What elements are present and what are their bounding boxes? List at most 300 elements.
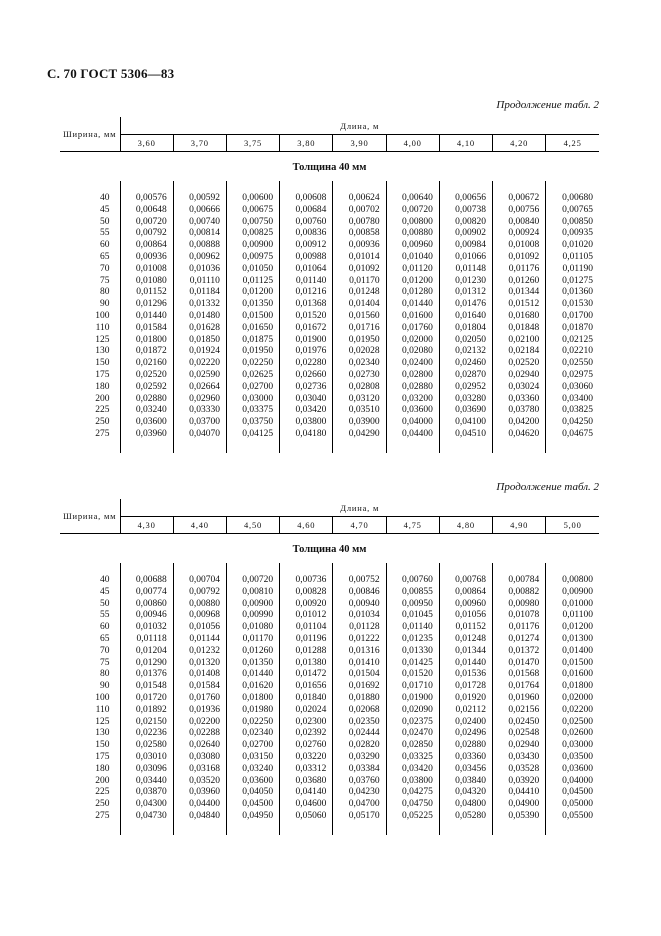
length-column-header: 3,75 [226, 135, 279, 152]
table-row [60, 382, 599, 394]
volume-value: 0,01500 [546, 658, 599, 670]
volume-value: 0,01870 [546, 323, 599, 335]
volume-value: 0,03800 [386, 776, 439, 788]
volume-value: 0,00810 [226, 587, 279, 599]
volume-value: 0,01760 [386, 323, 439, 335]
volume-value: 0,01872 [135, 346, 167, 357]
volume-value: 0,01320 [173, 658, 226, 670]
length-column-header: 4,30 [120, 517, 173, 534]
table-row [60, 705, 599, 717]
volume-value: 0,02496 [439, 728, 492, 740]
volume-value: 0,01560 [333, 311, 386, 323]
volume-value: 0,04100 [439, 417, 492, 429]
table-row [60, 228, 599, 240]
volume-value: 0,00880 [173, 599, 226, 611]
volume-value: 0,01650 [226, 323, 279, 335]
table-row [60, 205, 599, 217]
volume-value: 0,01036 [173, 264, 226, 276]
volume-value: 0,01936 [173, 705, 226, 717]
volume-value: 0,02150 [135, 716, 167, 727]
volume-value: 0,02080 [386, 346, 439, 358]
width-value: 110 [60, 705, 120, 717]
volume-value: 0,01222 [333, 634, 386, 646]
volume-value: 0,01512 [493, 299, 546, 311]
volume-value: 0,00946 [135, 610, 167, 621]
volume-value: 0,00576 [135, 193, 167, 203]
volume-value: 0,00935 [546, 228, 599, 240]
volume-value: 0,01008 [135, 263, 167, 274]
volume-value: 0,00936 [135, 251, 167, 262]
volume-value: 0,01440 [386, 299, 439, 311]
width-value: 70 [60, 646, 120, 658]
volume-value: 0,01530 [546, 299, 599, 311]
width-value: 60 [60, 622, 120, 634]
length-column-header: 3,60 [120, 135, 173, 152]
volume-value: 0,04510 [439, 429, 492, 441]
volume-value: 0,03150 [226, 752, 279, 764]
volume-value: 0,02940 [493, 370, 546, 382]
volume-value: 0,01280 [386, 287, 439, 299]
volume-value: 0,01960 [493, 693, 546, 705]
volume-value: 0,04600 [280, 799, 333, 811]
volume-value: 0,02125 [546, 335, 599, 347]
length-column-header: 4,75 [386, 517, 439, 534]
volume-value: 0,03240 [135, 405, 167, 416]
volume-value: 0,01330 [386, 646, 439, 658]
volume-value: 0,03080 [173, 752, 226, 764]
volume-value: 0,01600 [546, 669, 599, 681]
volume-value: 0,03120 [333, 394, 386, 406]
volume-value: 0,02664 [173, 382, 226, 394]
length-column-header: 4,40 [173, 517, 226, 534]
volume-value: 0,00720 [226, 575, 279, 587]
volume-value: 0,01235 [386, 634, 439, 646]
volume-value: 0,04230 [333, 787, 386, 799]
volume-value: 0,03800 [280, 417, 333, 429]
volume-value: 0,01200 [386, 276, 439, 288]
volume-value: 0,00704 [173, 575, 226, 587]
volume-value: 0,04750 [386, 799, 439, 811]
volume-value: 0,01288 [280, 646, 333, 658]
volume-value: 0,00825 [226, 228, 279, 240]
volume-value: 0,01640 [439, 311, 492, 323]
volume-value: 0,01470 [493, 658, 546, 670]
volume-value: 0,00768 [439, 575, 492, 587]
volume-value: 0,00840 [493, 217, 546, 229]
width-value: 45 [60, 587, 120, 599]
volume-value: 0,03680 [280, 776, 333, 788]
volume-value: 0,03000 [546, 740, 599, 752]
volume-value: 0,01924 [173, 346, 226, 358]
volume-value: 0,04200 [493, 417, 546, 429]
volume-value: 0,02590 [173, 370, 226, 382]
volume-value: 0,04800 [439, 799, 492, 811]
width-header: Ширина, мм [60, 499, 120, 534]
volume-value: 0,01892 [135, 704, 167, 715]
volume-value: 0,03430 [493, 752, 546, 764]
width-value: 60 [60, 240, 120, 252]
length-column-header: 4,70 [333, 517, 386, 534]
table-row [60, 323, 599, 335]
volume-value: 0,01440 [135, 310, 167, 321]
volume-value: 0,00850 [546, 217, 599, 229]
volume-value: 0,00750 [226, 217, 279, 229]
length-column-header: 4,50 [226, 517, 279, 534]
volume-value: 0,00975 [226, 252, 279, 264]
volume-value: 0,00888 [173, 240, 226, 252]
table-row [60, 646, 599, 658]
volume-value: 0,03360 [493, 394, 546, 406]
volume-value: 0,01476 [439, 299, 492, 311]
length-column-header: 4,90 [493, 517, 546, 534]
length-column-header: 5,00 [546, 517, 599, 534]
volume-value: 0,00624 [333, 193, 386, 205]
volume-value: 0,04000 [546, 776, 599, 788]
width-value: 275 [60, 429, 120, 441]
volume-value: 0,00980 [493, 599, 546, 611]
length-column-header: 4,25 [546, 135, 599, 152]
length-column-header: 4,60 [280, 517, 333, 534]
volume-value: 0,00680 [546, 193, 599, 205]
volume-value: 0,01232 [173, 646, 226, 658]
volume-value: 0,02400 [439, 717, 492, 729]
volume-value: 0,01344 [439, 646, 492, 658]
volume-value: 0,05500 [546, 811, 599, 823]
volume-value: 0,01628 [173, 323, 226, 335]
volume-value: 0,01092 [493, 252, 546, 264]
volume-value: 0,04675 [546, 429, 599, 441]
volume-value: 0,02100 [493, 335, 546, 347]
volume-value: 0,00756 [493, 205, 546, 217]
width-value: 180 [60, 764, 120, 776]
volume-value: 0,01875 [226, 335, 279, 347]
length-header: Длина, м [120, 117, 599, 135]
volume-value: 0,02250 [226, 358, 279, 370]
volume-value: 0,04900 [493, 799, 546, 811]
volume-value: 0,02350 [333, 717, 386, 729]
volume-value: 0,03096 [135, 763, 167, 774]
volume-value: 0,01105 [546, 252, 599, 264]
length-column-header: 3,70 [173, 135, 226, 152]
volume-value: 0,02880 [439, 740, 492, 752]
volume-value: 0,01804 [439, 323, 492, 335]
table-row [60, 740, 599, 752]
table-row [60, 575, 599, 587]
volume-value: 0,01008 [493, 240, 546, 252]
volume-value: 0,00882 [493, 587, 546, 599]
thickness-label: Толщина 40 мм [292, 543, 367, 555]
volume-value: 0,03375 [226, 405, 279, 417]
length-column-header: 3,80 [280, 135, 333, 152]
volume-value: 0,00864 [439, 587, 492, 599]
width-value: 45 [60, 205, 120, 217]
volume-value: 0,02880 [386, 382, 439, 394]
volume-value: 0,04125 [226, 429, 279, 441]
volume-value: 0,01176 [493, 622, 546, 634]
volume-value: 0,02236 [135, 728, 167, 739]
table-row [60, 717, 599, 729]
volume-value: 0,01976 [280, 346, 333, 358]
volume-value: 0,00592 [173, 193, 226, 205]
width-value: 40 [60, 575, 120, 587]
volume-value: 0,01880 [333, 693, 386, 705]
volume-value: 0,04500 [226, 799, 279, 811]
volume-value: 0,04840 [173, 811, 226, 823]
volume-value: 0,01092 [333, 264, 386, 276]
width-value: 65 [60, 252, 120, 264]
page-header: С. 70 ГОСТ 5306—83 [47, 66, 175, 81]
volume-value: 0,01504 [333, 669, 386, 681]
volume-value: 0,01700 [546, 311, 599, 323]
table-row [60, 276, 599, 288]
volume-value: 0,01140 [386, 622, 439, 634]
volume-value: 0,01600 [386, 311, 439, 323]
volume-value: 0,00820 [439, 217, 492, 229]
volume-value: 0,03600 [546, 764, 599, 776]
volume-value: 0,04250 [546, 417, 599, 429]
table-row [60, 252, 599, 264]
volume-value: 0,00990 [226, 610, 279, 622]
volume-value: 0,03825 [546, 405, 599, 417]
table-row [60, 681, 599, 693]
length-column-header: 4,20 [493, 135, 546, 152]
volume-value: 0,00702 [333, 205, 386, 217]
table-row [60, 335, 599, 347]
volume-value: 0,01104 [280, 622, 333, 634]
volume-value: 0,01372 [493, 646, 546, 658]
volume-value: 0,00774 [135, 586, 167, 597]
volume-value: 0,02156 [493, 705, 546, 717]
width-value: 75 [60, 276, 120, 288]
volume-value: 0,01012 [280, 610, 333, 622]
volume-value: 0,02050 [439, 335, 492, 347]
volume-value: 0,01066 [439, 252, 492, 264]
table-row [60, 299, 599, 311]
volume-value: 0,00608 [280, 193, 333, 205]
volume-value: 0,03456 [439, 764, 492, 776]
volume-value: 0,01110 [173, 276, 226, 288]
table-row [60, 634, 599, 646]
volume-value: 0,00900 [546, 587, 599, 599]
volume-value: 0,01376 [135, 669, 167, 680]
volume-value: 0,02800 [386, 370, 439, 382]
volume-value: 0,02250 [226, 717, 279, 729]
volume-value: 0,01196 [280, 634, 333, 646]
volume-value: 0,01300 [546, 634, 599, 646]
volume-value: 0,03528 [493, 764, 546, 776]
volume-value: 0,03240 [226, 764, 279, 776]
table-row [60, 217, 599, 229]
volume-value: 0,04400 [173, 799, 226, 811]
volume-value: 0,02132 [439, 346, 492, 358]
volume-value: 0,04300 [135, 799, 167, 810]
table-row [60, 264, 599, 276]
volume-value: 0,01900 [280, 335, 333, 347]
volume-value: 0,01260 [226, 646, 279, 658]
volume-value: 0,01472 [280, 669, 333, 681]
table-row [60, 346, 599, 358]
volume-value: 0,03960 [173, 787, 226, 799]
volume-value: 0,02952 [439, 382, 492, 394]
volume-value: 0,02640 [173, 740, 226, 752]
volume-value: 0,01176 [493, 264, 546, 276]
volume-value: 0,00940 [333, 599, 386, 611]
volume-value: 0,01020 [546, 240, 599, 252]
volume-value: 0,00902 [439, 228, 492, 240]
volume-value: 0,02960 [173, 394, 226, 406]
volume-value: 0,02375 [386, 717, 439, 729]
width-header: Ширина, мм [60, 117, 120, 152]
volume-value: 0,03000 [226, 394, 279, 406]
width-value: 75 [60, 658, 120, 670]
volume-value: 0,01032 [135, 622, 167, 633]
volume-value: 0,01350 [226, 658, 279, 670]
volume-value: 0,02024 [280, 705, 333, 717]
volume-value: 0,02760 [280, 740, 333, 752]
volume-value: 0,01848 [493, 323, 546, 335]
volume-value: 0,04000 [386, 417, 439, 429]
volume-value: 0,03360 [439, 752, 492, 764]
volume-value: 0,01248 [439, 634, 492, 646]
volume-value: 0,02660 [280, 370, 333, 382]
volume-value: 0,01274 [493, 634, 546, 646]
volume-value: 0,02500 [546, 717, 599, 729]
table-row [60, 658, 599, 670]
width-value: 225 [60, 787, 120, 799]
volume-value: 0,00950 [386, 599, 439, 611]
volume-value: 0,01800 [226, 693, 279, 705]
volume-value: 0,02028 [333, 346, 386, 358]
volume-value: 0,03200 [386, 394, 439, 406]
length-header: Длина, м [120, 499, 599, 517]
width-value: 200 [60, 776, 120, 788]
table-row [60, 394, 599, 406]
volume-value: 0,01204 [135, 645, 167, 656]
volume-value: 0,04700 [333, 799, 386, 811]
volume-value: 0,01568 [493, 669, 546, 681]
volume-value: 0,01170 [226, 634, 279, 646]
volume-value: 0,01312 [439, 287, 492, 299]
volume-value: 0,02625 [226, 370, 279, 382]
volume-value: 0,03510 [333, 405, 386, 417]
volume-value: 0,00962 [173, 252, 226, 264]
volume-value: 0,00814 [173, 228, 226, 240]
width-value: 40 [60, 193, 120, 205]
table-row [60, 728, 599, 740]
width-value: 200 [60, 394, 120, 406]
volume-value: 0,01380 [280, 658, 333, 670]
volume-value: 0,03220 [280, 752, 333, 764]
volume-value: 0,00672 [493, 193, 546, 205]
width-value: 65 [60, 634, 120, 646]
volume-value: 0,00924 [493, 228, 546, 240]
volume-value: 0,03900 [333, 417, 386, 429]
table-row [60, 693, 599, 705]
volume-value: 0,03870 [135, 787, 167, 798]
volume-value: 0,01000 [546, 599, 599, 611]
volume-value: 0,02548 [493, 728, 546, 740]
width-value: 125 [60, 335, 120, 347]
volume-value: 0,01275 [546, 276, 599, 288]
width-value: 50 [60, 599, 120, 611]
volume-value: 0,01920 [439, 693, 492, 705]
volume-value: 0,01200 [546, 622, 599, 634]
width-value: 50 [60, 217, 120, 229]
volume-value: 0,00912 [280, 240, 333, 252]
volume-value: 0,01536 [439, 669, 492, 681]
volume-value: 0,00736 [280, 575, 333, 587]
volume-value: 0,01950 [226, 346, 279, 358]
volume-value: 0,02444 [333, 728, 386, 740]
volume-value: 0,00780 [333, 217, 386, 229]
volume-value: 0,01404 [333, 299, 386, 311]
width-value: 70 [60, 264, 120, 276]
width-value: 150 [60, 358, 120, 370]
width-value: 130 [60, 346, 120, 358]
volume-value: 0,01344 [493, 287, 546, 299]
volume-value: 0,00792 [173, 587, 226, 599]
volume-value: 0,05225 [386, 811, 439, 823]
volume-value: 0,01710 [386, 681, 439, 693]
volume-value: 0,01980 [226, 705, 279, 717]
volume-value: 0,01840 [280, 693, 333, 705]
volume-value: 0,00920 [280, 599, 333, 611]
volume-value: 0,03690 [439, 405, 492, 417]
volume-value: 0,01900 [386, 693, 439, 705]
volume-value: 0,01332 [173, 299, 226, 311]
volume-value: 0,01584 [173, 681, 226, 693]
volume-value: 0,01080 [226, 622, 279, 634]
volume-value: 0,05060 [280, 811, 333, 823]
volume-value: 0,04050 [226, 787, 279, 799]
volume-value: 0,02600 [546, 728, 599, 740]
volume-value: 0,00752 [333, 575, 386, 587]
volume-value: 0,03600 [386, 405, 439, 417]
volume-value: 0,00648 [135, 204, 167, 215]
volume-value: 0,00968 [173, 610, 226, 622]
volume-value: 0,00666 [173, 205, 226, 217]
volume-value: 0,03330 [173, 405, 226, 417]
volume-value: 0,03960 [135, 428, 167, 439]
width-value: 180 [60, 382, 120, 394]
width-value: 150 [60, 740, 120, 752]
volume-value: 0,01118 [136, 633, 167, 644]
volume-value: 0,04730 [135, 810, 167, 821]
width-value: 55 [60, 610, 120, 622]
volume-value: 0,01120 [386, 264, 439, 276]
volume-value: 0,02870 [439, 370, 492, 382]
volume-value: 0,04290 [333, 429, 386, 441]
volume-value: 0,02940 [493, 740, 546, 752]
volume-value: 0,00960 [386, 240, 439, 252]
volume-value: 0,00760 [386, 575, 439, 587]
volume-value: 0,02340 [333, 358, 386, 370]
volume-value: 0,01040 [386, 252, 439, 264]
width-value: 125 [60, 717, 120, 729]
volume-value: 0,02200 [173, 717, 226, 729]
volume-value: 0,02820 [333, 740, 386, 752]
volume-value: 0,05280 [439, 811, 492, 823]
volume-value: 0,01316 [333, 646, 386, 658]
table-row [60, 776, 599, 788]
volume-value: 0,03420 [386, 764, 439, 776]
volume-value: 0,00900 [226, 599, 279, 611]
width-value: 175 [60, 752, 120, 764]
volume-value: 0,01408 [173, 669, 226, 681]
volume-value: 0,04070 [173, 429, 226, 441]
continuation-note-2: Продолжение табл. 2 [496, 481, 599, 493]
volume-value: 0,00675 [226, 205, 279, 217]
